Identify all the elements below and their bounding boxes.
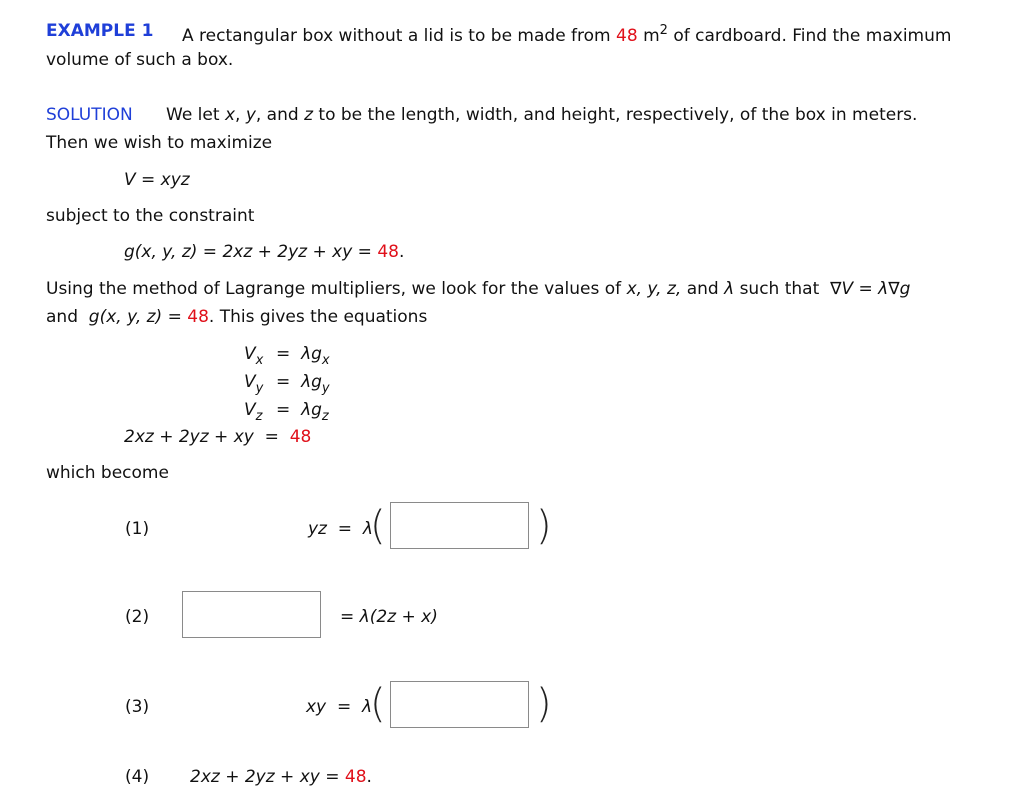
eq4-period: . [366,767,372,787]
example-heading [46,20,153,42]
eq-lhs: V [244,372,256,392]
constraint-equation [124,241,404,263]
comma: , [235,105,241,125]
and-text: and [46,307,78,327]
lambda-symbol: λ [724,279,735,299]
and-line [46,306,427,328]
eq-vy [244,371,263,400]
eq-vz-rhs: = $\lambda g_z$ [276,400,329,424]
lagrange-and: and [686,279,719,299]
eq3-number: (3) [125,697,150,717]
text-we-let: We let [166,105,220,125]
eq4-value-red: 48 [344,767,367,787]
lagrange-line [46,278,910,300]
eq4-value: 48 [289,427,312,447]
eq-lhs-sub: y [255,381,264,396]
eq-constraint-row [124,426,311,448]
eq4-row [190,766,372,788]
solution-label: SOLUTION [46,105,133,125]
eq-rhs: λg [301,400,322,420]
eq-rhs: λg [301,344,322,364]
eq1-lhs: yz [308,519,327,539]
eq3-equals: = [336,697,352,717]
constraint-label: subject to the constraint [46,206,255,226]
example-text-line2: volume of such a box. [46,50,234,70]
gradient-equation: ∇V = λ∇g [830,279,911,299]
comma-and: , and [255,105,299,125]
eq4-expression: 2xz + 2yz + xy = [190,767,345,787]
eq3-close-paren: ) [536,681,552,727]
area-unit: m [643,26,660,46]
text-dimensions: to be the length, width, and height, respectively, of the box in meters. [318,105,918,125]
area-exponent: 2 [659,23,668,38]
example-text-line1 [182,20,951,47]
solution-text-line2: Then we wish to maximize [46,133,273,153]
and-equation: g(x, y, z) = [88,307,188,327]
var-x: x [224,105,235,125]
gives-text: . This gives the equations [208,307,428,327]
example-text-b: of cardboard. Find the maximum [673,26,952,46]
eq-vz [244,399,262,428]
lagrange-text: Using the method of Lagrange multipliers, we look for the values of [46,279,622,299]
lagrange-such-that: such that [739,279,820,299]
eq-lhs: V [244,344,256,364]
eq1-open-paren: ( [370,503,386,549]
area-value: 48 [616,26,638,46]
volume-equation: V = xyz [124,170,190,190]
eq-vx [244,343,263,372]
eq2-number: (2) [125,607,150,627]
eq1-equals: = [337,519,353,539]
eq-rhs-sub: x [321,353,330,368]
eq1-close-paren: ) [536,503,552,549]
eq3-lhs: xy [306,697,327,717]
eq4-equals: = [264,427,279,447]
eq4-number: (4) [125,767,150,787]
eq1-number: (1) [125,519,150,539]
example-text-a: A rectangular box without a lid is to be made from [182,26,611,46]
eq3-open-paren: ( [370,681,386,727]
eq-lhs-sub: x [255,353,264,368]
example-label: EXAMPLE 1 [46,21,154,41]
solution-line1 [46,104,133,126]
period: . [398,242,405,262]
eq2-answer-input[interactable] [182,591,321,638]
and-value: 48 [187,307,209,327]
eq3-lhs-row [306,696,372,718]
eq-vy-rhs: = $\lambda g_y$ [276,372,330,396]
which-become: which become [46,463,169,483]
constraint-value: 48 [377,242,399,262]
eq1-lhs-row [308,518,373,540]
var-y: y [245,105,256,125]
solution-text-line1 [166,104,917,126]
eq-lhs: V [244,400,256,420]
eq-rhs-sub: z [321,409,329,424]
eq-rhs-sub: y [321,381,330,396]
lagrange-vars: x, y, z, [626,279,682,299]
eq-vx-rhs: = $\lambda g_x$ [276,344,330,368]
eq-lhs-sub: z [255,409,263,424]
eq2-rhs: = λ(2z + x) [340,607,438,627]
constraint-expr: g(x, y, z) = 2xz + 2yz + xy = [124,242,378,262]
eq1-lambda: λ [362,519,373,539]
eq-rhs: λg [301,372,322,392]
eq4-lhs: 2xz + 2yz + xy [124,427,254,447]
eq3-lambda: λ [362,697,373,717]
eq3-answer-input[interactable] [390,681,529,728]
eq1-answer-input[interactable] [390,502,529,549]
var-z: z [304,105,314,125]
